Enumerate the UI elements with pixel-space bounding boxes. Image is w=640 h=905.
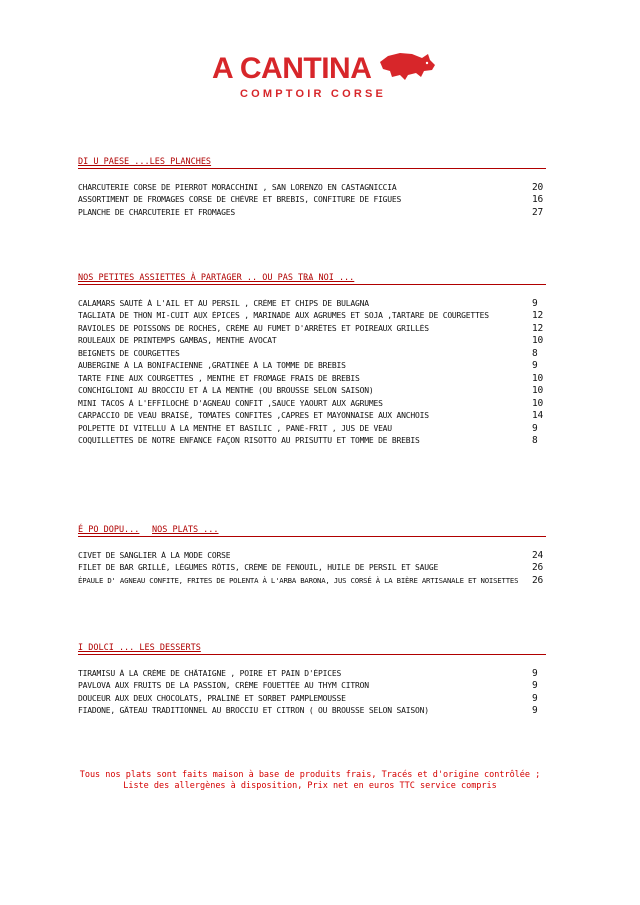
item-name: BEIGNETS DE COURGETTES xyxy=(78,348,180,358)
section-planches xyxy=(78,156,546,219)
section-heading-b: NOS PLATS ... xyxy=(152,525,219,535)
menu-item xyxy=(78,360,546,373)
brand-subtitle: COMPTOIR CORSE xyxy=(240,88,387,100)
item-price: 8 xyxy=(532,347,538,359)
section-heading-b: TRA NOI ... xyxy=(298,273,355,283)
menu-item xyxy=(78,322,546,335)
boar-icon xyxy=(378,50,436,82)
item-price: 9 xyxy=(532,680,538,692)
item-price: 27 xyxy=(532,206,544,218)
item-price: 14 xyxy=(532,410,544,422)
menu-item xyxy=(78,310,546,323)
item-list xyxy=(78,667,546,717)
menu-item xyxy=(78,562,546,575)
item-list xyxy=(78,549,546,587)
item-name: CARPACCIO DE VEAU BRAISÉ, TOMATES CONFITES ,CAPRES ET MAYONNAISE AUX ANCHOIS xyxy=(78,411,429,421)
item-price: 16 xyxy=(532,194,544,206)
item-price: 26 xyxy=(532,574,544,586)
item-list xyxy=(78,181,546,219)
item-name: RAVIOLES DE POISSONS DE ROCHES, CRÈME AU FUMET D'ARRÊTES ET POIREAUX GRILLÉS xyxy=(78,323,429,333)
menu-item xyxy=(78,347,546,360)
item-price: 8 xyxy=(532,435,538,447)
section-assiettes xyxy=(78,272,546,447)
item-name: POLPETTE DI VITELLU À LA MENTHE ET BASILIC , PANÉ-FRIT , JUS DE VEAU xyxy=(78,423,392,433)
section-heading-a: DI U PAESE ...LES PLANCHES xyxy=(78,157,212,167)
section-heading xyxy=(78,524,546,537)
item-price: 9 xyxy=(532,297,538,309)
footer-line-1: Tous nos plats sont faits maison à base de produits frais, Tracés et d'origine contrôlée ; xyxy=(79,770,541,780)
item-price: 10 xyxy=(532,335,544,347)
item-price: 12 xyxy=(532,322,544,334)
menu-item xyxy=(78,667,546,680)
item-price: 10 xyxy=(532,372,544,384)
item-name: PAVLOVA AUX FRUITS DE LA PASSION, CRÈME FOUETTÉE AU THYM CITRON xyxy=(78,681,369,691)
section-heading xyxy=(78,156,546,169)
section-heading-a: I DOLCI ... LES DESSERTS xyxy=(78,643,201,653)
brand-name: A CANTINA xyxy=(212,52,372,85)
item-list xyxy=(78,297,546,447)
item-price: 24 xyxy=(532,549,544,561)
item-name: ASSORTIMENT DE FROMAGES CORSE DE CHÈVRE ET BREBIS, CONFITURE DE FIGUES xyxy=(78,195,402,205)
section-heading-a: É PO DOPU... xyxy=(78,525,140,535)
item-name: COQUILLETTES DE NOTRE ENFANCE FAÇON RISOTTO AU PRISUTTU ET TOMME DE BREBIS xyxy=(78,436,420,446)
item-name: CALAMARS SAUTÉ À L'AIL ET AU PERSIL , CRÈME ET CHIPS DE BULAGNA xyxy=(78,298,369,308)
item-price: 9 xyxy=(532,422,538,434)
item-price: 9 xyxy=(532,667,538,679)
item-name: FILET DE BAR GRILLÉ, LÉGUMES RÔTIS, CRÈME DE FENOUIL, HUILE DE PERSIL ET SAUGE xyxy=(78,563,439,573)
section-heading xyxy=(78,272,546,285)
item-name: TIRAMISU À LA CRÈME DE CHÂTAIGNE , POIRE ET PAIN D'ÉPICES xyxy=(78,668,342,678)
item-name: PLANCHE DE CHARCUTERIE ET FROMAGES xyxy=(78,207,235,217)
item-name: TARTE FINE AUX COURGETTES , MENTHE ET FROMAGE FRAIS DE BREBIS xyxy=(78,373,360,383)
footer-line-2: Liste des allergènes à disposition, Prix net en euros TTC service compris xyxy=(123,781,497,791)
menu-item xyxy=(78,705,546,718)
menu-item xyxy=(78,385,546,398)
item-name: FIADONE, GÂTEAU TRADITIONNEL AU BROCCIU ET CITRON ( OU BROUSSE SELON SAISON) xyxy=(78,706,429,716)
menu-item xyxy=(78,422,546,435)
menu-item xyxy=(78,410,546,423)
item-price: 9 xyxy=(532,360,538,372)
menu-item xyxy=(78,435,546,448)
item-price: 10 xyxy=(532,397,544,409)
item-price: 10 xyxy=(532,385,544,397)
item-price: 9 xyxy=(532,692,538,704)
menu-item xyxy=(78,297,546,310)
menu-item xyxy=(78,194,546,207)
item-name: ROULEAUX DE PRINTEMPS GAMBAS, MENTHE AVOCAT xyxy=(78,336,277,346)
logo xyxy=(0,0,640,110)
footer-note xyxy=(60,770,560,792)
item-price: 26 xyxy=(532,562,544,574)
item-name: ÉPAULE D' AGNEAU CONFITE, FRITES DE POLENTA À L'ARBA BARONA, JUS CORSÉ À LA BIÈRE ARTISANALE ET NOISETTES xyxy=(78,575,519,585)
menu-item xyxy=(78,335,546,348)
menu-item xyxy=(78,181,546,194)
item-price: 20 xyxy=(532,181,544,193)
item-price: 9 xyxy=(532,705,538,717)
item-name: TAGLIATA DE THON MI-CUIT AUX ÉPICES , MARINADE AUX AGRUMES ET SOJA ,TARTARE DE COURGETTES xyxy=(78,311,489,321)
menu-item xyxy=(78,692,546,705)
item-name: MINI TACOS À L'EFFILOCHÉ D'AGNEAU CONFIT ,SAUCE YAOURT AUX AGRUMES xyxy=(78,398,383,408)
section-plats xyxy=(78,524,546,587)
menu-item xyxy=(78,372,546,385)
section-desserts xyxy=(78,642,546,717)
menu-item xyxy=(78,549,546,562)
section-heading xyxy=(78,642,546,655)
item-name: CONCHIGLIONI AU BROCCIU ET À LA MENTHE (OU BROUSSE SELON SAISON) xyxy=(78,386,374,396)
item-name: CIVET DE SANGLIER À LA MODE CORSE xyxy=(78,550,231,560)
menu-item xyxy=(78,206,546,219)
menu-item xyxy=(78,680,546,693)
item-name: CHARCUTERIE CORSE DE PIERROT MORACCHINI , SAN LORENZO EN CASTAGNICCIA xyxy=(78,182,397,192)
item-name: AUBERGINE À LA BONIFACIENNE ,GRATINÉE À LA TOMME DE BREBIS xyxy=(78,361,346,371)
item-name: DOUCEUR AUX DEUX CHOCOLATS, PRALINÉ ET SORBET PAMPLEMOUSSE xyxy=(78,693,346,703)
section-heading-a: NOS PETITES ASSIETTES À PARTAGER .. OU PAS ... xyxy=(78,273,314,283)
menu-item xyxy=(78,397,546,410)
menu-item xyxy=(78,574,546,587)
item-price: 12 xyxy=(532,310,544,322)
